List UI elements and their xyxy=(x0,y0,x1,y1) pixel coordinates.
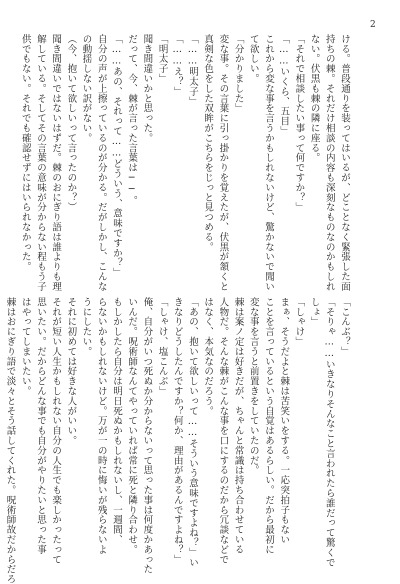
text-line: ない。伏黒も棘の隣に座る。 xyxy=(308,34,320,163)
text-line: らないかもしれないけど。万が一の時に悔いが残らないよ xyxy=(95,297,107,555)
text-line: 「分かりました」 xyxy=(232,34,244,114)
text-line: 「……え？」 xyxy=(171,34,183,97)
text-line: 供でもない。それでも確認せずにはいられなかった。 xyxy=(19,34,31,272)
text-line: 聞き間違いかと思った。 xyxy=(141,34,153,143)
text-line: 自分の声が上擦っているのが分かる。だがしかし、こんな xyxy=(95,34,107,292)
text-line: 人物だ。そんな棘がこんな事を口にするのだから冗談などで xyxy=(217,297,229,565)
text-line: 変な事。その言葉に引っ掛かりを覚えたが、伏黒が頷くと xyxy=(217,34,229,292)
text-line: はやってしまいたい。 xyxy=(19,297,31,396)
text-line: いんだ。呪術師なんてやっていれば常に死と隣り合わせ。 xyxy=(126,297,138,555)
text-line: まぁ、そうだよと棘は苦笑いをする。一応突拍子もない xyxy=(278,297,290,545)
text-line: 「明太子」 xyxy=(156,34,168,84)
upper-text-block xyxy=(18,34,352,292)
text-line: 解している。そしてその言葉の意味が分からない程もう子 xyxy=(34,34,46,292)
text-line: 棘はおにぎり語で淡々とそう話してくれた。呪術師故だからだろ xyxy=(4,297,16,584)
text-line: 「……明太子」 xyxy=(186,34,198,107)
text-line: 棘は案ノ定は好きだが、ちゃんと常識は持ち合わせている xyxy=(232,297,244,555)
text-line: ことを言っているという自覚はあるらしい。だから最初に xyxy=(262,297,274,555)
text-line: それが短い人生かもしれない自分の人生でも楽しかったって xyxy=(50,297,62,565)
lower-text-block xyxy=(2,297,352,584)
text-line: て欲しい。 xyxy=(247,34,259,84)
text-line: はなく、本気なのだろう。 xyxy=(202,297,214,416)
page-number: 2 xyxy=(370,20,376,30)
text-line: きなりどうしたんですか？何か、理由があるんですよね？」 xyxy=(171,297,183,565)
text-line: 「あの、抱いて欲しいって……そういう意味ですよね？」い xyxy=(186,297,198,568)
text-line: 「……あの、それって……どういう、意味ですか？」 xyxy=(110,34,122,278)
text-line: 「そりゃ……いきなりそんなこと言われたら誰だって驚くで xyxy=(323,297,335,568)
text-line: もしかしたら自分は明日死ぬかもしれないし、一週間、 xyxy=(110,297,122,545)
text-line: だって、今、棘が言った言葉は──。 xyxy=(126,34,138,206)
text-line: これから変な事を言うかもしれないけど、驚かないで聞い xyxy=(262,34,274,292)
text-line: それに初めては好きな人がいい。 xyxy=(65,297,77,446)
text-line: 「……いくら、五目」 xyxy=(278,34,290,136)
text-line: 「しゃけ」 xyxy=(293,297,305,347)
text-line: しょ」 xyxy=(308,297,320,327)
text-line: 「それで相談したい事って何ですか？」 xyxy=(293,34,305,213)
text-line: ける。普段通りを装ってはいるが、どことなく緊張した面 xyxy=(339,34,350,292)
text-line: 「しゃけ、塩こんぶ」 xyxy=(156,297,168,396)
text-line: 俺、自分がいつ死ぬか分からないって思った事は何度かあった xyxy=(141,297,153,575)
text-line: 真剣な色をした双眸がこちらをじっと見つめる。 xyxy=(202,34,214,252)
text-line: うにしたい。 xyxy=(80,297,92,357)
text-line: 聞き間違いではないはずだ。棘のおにぎり語は誰よりも理 xyxy=(50,34,62,292)
text-line: 思いたい。だからどんな事でも自分がやりたいと思った事 xyxy=(34,297,46,555)
text-line: の動揺しない訳がない。 xyxy=(80,34,92,143)
text-line: 変な事を言うと前置きをしていたのだ。 xyxy=(247,297,259,476)
text-line: 「こんぶ？」 xyxy=(339,297,350,357)
text-line: （今、抱いて欲しいって言ったのか？） xyxy=(65,34,77,213)
text-line: 持ちの棘。それだけ相談の内容も深刻なものなのかもしれ xyxy=(323,34,335,292)
